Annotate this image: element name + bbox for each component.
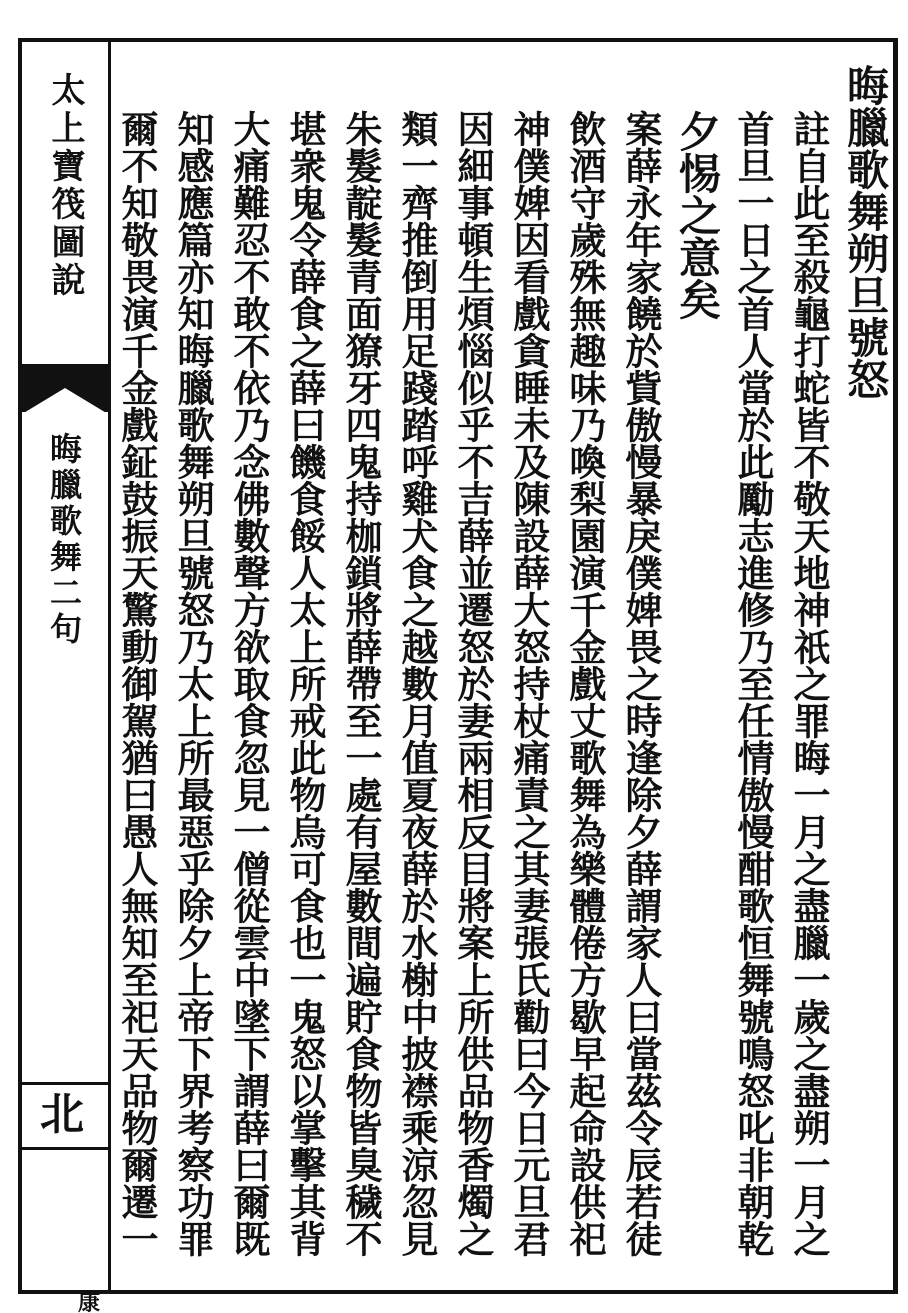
page-margin-column [22,42,108,1313]
folio-number: 北 [40,1089,84,1140]
text-column: 註自此至殺龜打蛇皆不敬天地神祇之罪晦一月之盡臘一歲之盡朔一月之 [787,110,831,1257]
main-text-block [115,50,890,1286]
fishtail-mark [22,364,108,412]
text-column: 類一齊推倒用足踐踏呼雞犬食之越數月值夏夜薛於水榭中披襟乘涼忽見 [395,110,439,1257]
text-heading: 晦臘歌舞朔旦號怒 [841,64,890,400]
frame-bottom-rule [18,1290,898,1294]
text-column: 朱髮靛髮青面獠牙四鬼持枷鎖將薛帶至一處有屋數間遍貯食物皆臭穢不 [339,110,383,1257]
text-column: 首旦一日之首人當於此勵志進修乃至任情傲慢酣歌恒舞號鳴怒叱非朝乾 [731,110,775,1257]
text-column: 爾不知敬畏演千金戲鉦鼓振天驚動御駕猶曰愚人無知至祀天品物爾遷一 [115,110,159,1257]
text-column: 飲酒守歲殊無趣味乃喚梨園演千金戲丈歌舞為樂體倦方歇早起命設供祀 [563,110,607,1257]
text-column: 堪衆鬼令薛食之薛曰饑食餒人太上所戒此物烏可食也一鬼怒以掌擊其背 [283,110,327,1257]
chapter-title: 晦臘歌舞二句 [45,432,83,648]
text-column: 神僕婢因看戲貪睡未及陳設薛大怒持杖痛責之其妻張氏勸曰今日元旦君 [507,110,551,1257]
text-column: 案薛永年家饒於貲傲慢暴戾僕婢畏之時逢除夕薛謂家人曰當茲令辰若徒 [619,110,663,1257]
margin-divider-rule [108,38,111,1294]
edition-mark: 康 [78,1290,101,1313]
text-column: 大痛難忍不敢不依乃念佛數聲方欲取食忽見一僧從雲中墜下謂薛曰爾既 [227,110,271,1257]
folio-rule-bottom [22,1147,108,1150]
text-column: 因細事頓生煩惱似乎不吉薛並遷怒於妻兩相反目將案上所供品物香燭之 [451,110,495,1257]
frame-right-rule [893,38,898,1294]
text-column: 夕惕之意矣 [673,110,722,320]
frame-top-rule [18,38,898,42]
text-column: 知感應篇亦知晦臘歌舞朔旦號怒乃太上所最惡乎除夕上帝下界考察功罪 [171,110,215,1257]
book-title: 太上寶筏圖說 [45,72,85,300]
